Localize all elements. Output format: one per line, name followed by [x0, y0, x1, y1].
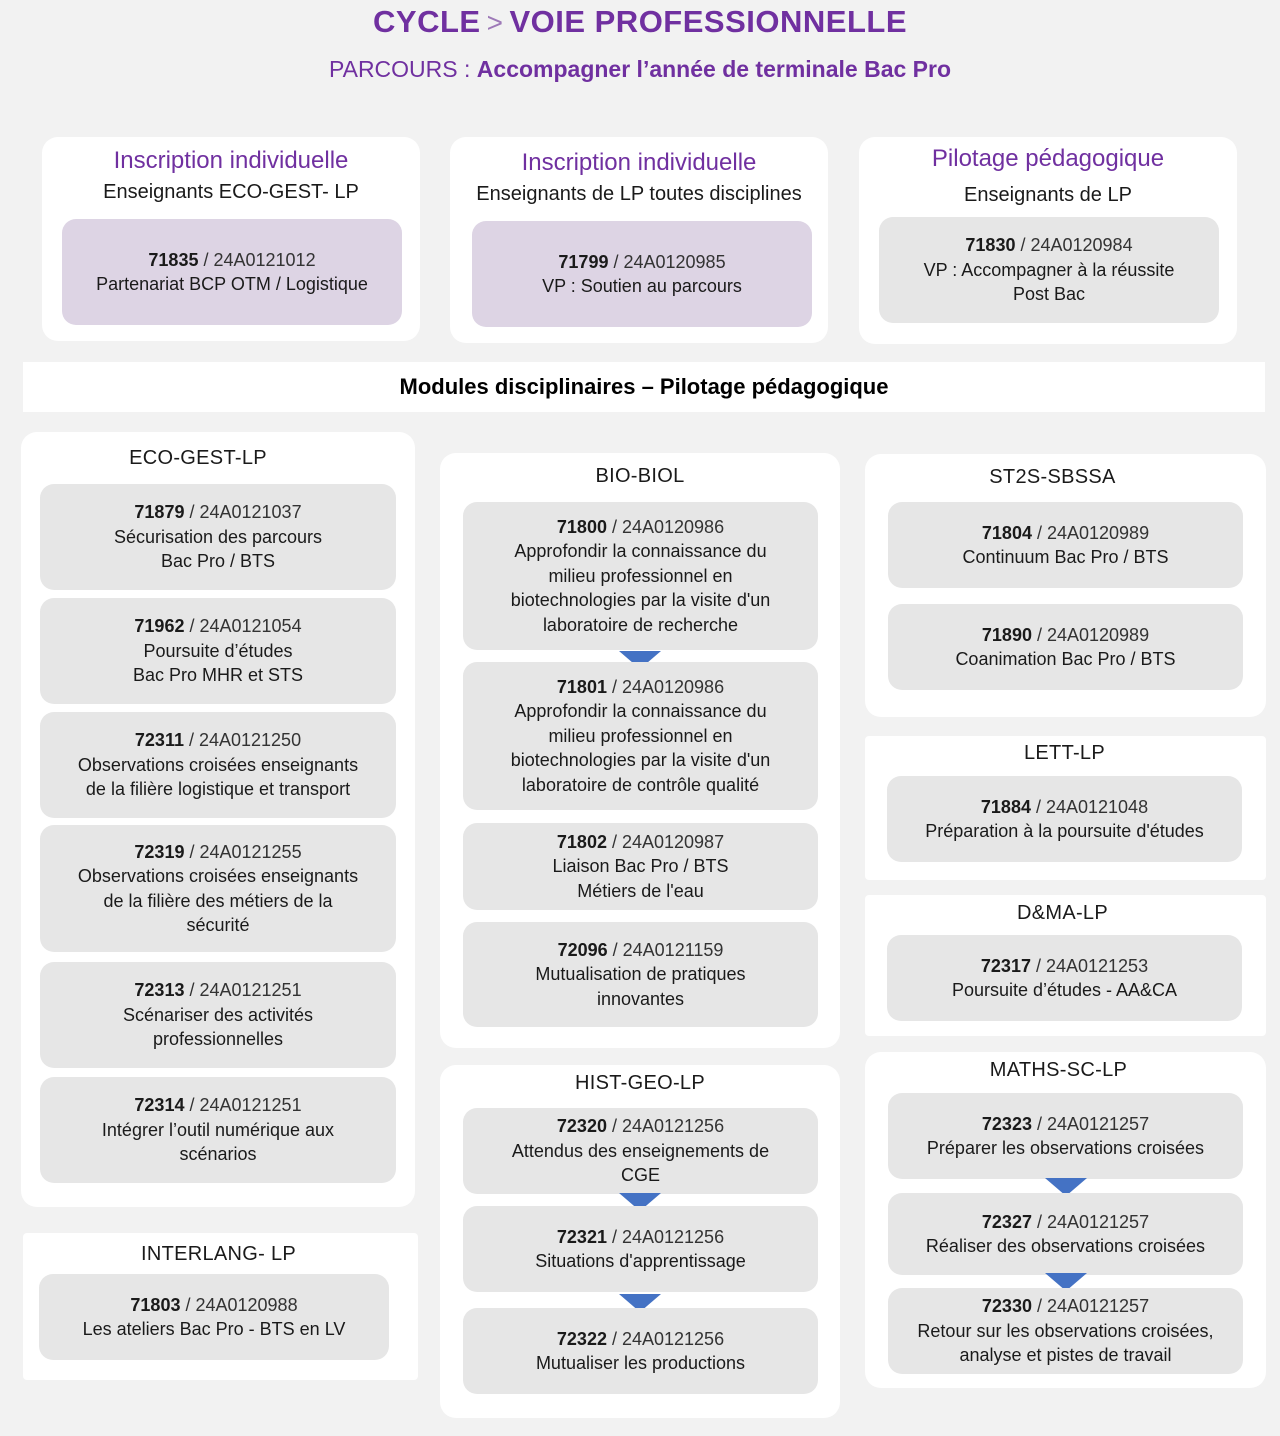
- module-code: 71801: [556, 676, 607, 697]
- module-code: 71835: [148, 249, 199, 270]
- module-ref: / 24A0121257: [1031, 1296, 1150, 1317]
- group-interlang-lp: [23, 1233, 418, 1380]
- module-line: innovantes: [596, 988, 685, 1009]
- group-title: MATHS-SC-LP: [989, 1059, 1128, 1081]
- module-line: biotechnologies par la visite d'un: [510, 590, 771, 611]
- module-line: Observations croisées enseignants: [77, 866, 359, 886]
- module-card[interactable]: [887, 776, 1242, 862]
- group-dma-lp: [865, 895, 1266, 1036]
- module-line: professionnelles: [152, 1029, 284, 1050]
- top-box-subtitle: Enseignants de LP toutes disciplines: [476, 183, 802, 205]
- module-card[interactable]: [463, 502, 818, 650]
- top-box-2: [450, 137, 828, 343]
- module-card[interactable]: [463, 1308, 818, 1394]
- module-code: 72322: [556, 1328, 607, 1349]
- module-card[interactable]: [463, 823, 818, 910]
- module-line: Post Bac: [1012, 284, 1086, 305]
- module-code: 71799: [558, 251, 609, 272]
- module-card[interactable]: [887, 935, 1242, 1021]
- module-line: Intégrer l’outil numérique aux: [101, 1119, 335, 1140]
- module-card[interactable]: [40, 825, 396, 952]
- module-ref: / 24A0121255: [184, 841, 302, 862]
- module-code: 72320: [556, 1116, 607, 1137]
- module-card[interactable]: [888, 1288, 1243, 1374]
- group-title: ST2S-SBSSA: [989, 466, 1116, 488]
- module-line: biotechnologies par la visite d'un: [510, 750, 771, 771]
- module-ref: / 24A0121159: [607, 939, 724, 960]
- module-code: 71884: [980, 796, 1031, 817]
- module-ref: / 24A0120984: [1015, 235, 1133, 256]
- page-title: [0, 4, 1280, 40]
- module-ref: / 24A0121257: [1031, 1113, 1150, 1134]
- module-ref: / 24A0120985: [608, 251, 726, 272]
- module-line: Partenariat BCP OTM / Logistique: [96, 274, 368, 294]
- module-code: 71962: [134, 616, 185, 637]
- module-ref: / 24A0121037: [184, 502, 302, 523]
- module-line: Métiers de l'eau: [577, 880, 704, 901]
- module-code: 71802: [556, 831, 607, 852]
- group-st2s-sbssa: [865, 454, 1266, 717]
- module-line: Préparation à la poursuite d'études: [925, 821, 1204, 841]
- parcours-label: PARCOURS :: [328, 56, 471, 82]
- module-line: milieu professionnel en: [548, 565, 733, 586]
- module-card[interactable]: [879, 217, 1219, 323]
- module-ref: / 24A0121256: [606, 1116, 725, 1137]
- module-ref: / 24A0120988: [180, 1294, 298, 1315]
- module-card[interactable]: [888, 1093, 1243, 1179]
- module-ref: / 24A0120986: [606, 676, 725, 697]
- module-ref: / 24A0121256: [606, 1226, 725, 1247]
- module-line: Bac Pro MHR et STS: [132, 665, 304, 686]
- module-ref: / 24A0120989: [1031, 624, 1150, 645]
- group-title: BIO-BIOL: [595, 465, 685, 487]
- top-box-1: [42, 137, 420, 341]
- module-line: Bac Pro / BTS: [160, 551, 276, 572]
- module-code: 72311: [134, 730, 184, 751]
- module-ref: / 24A0121251: [184, 980, 302, 1001]
- module-card[interactable]: [888, 1193, 1243, 1275]
- module-line: Poursuite d’études: [143, 640, 293, 661]
- group-title: ECO-GEST-LP: [129, 447, 267, 469]
- module-code: 71803: [130, 1294, 181, 1315]
- top-box-title: Inscription individuelle: [521, 149, 757, 176]
- module-line: Observations croisées enseignants: [77, 754, 359, 775]
- module-line: Attendus des enseignements de: [511, 1140, 770, 1161]
- module-card[interactable]: [40, 1077, 396, 1183]
- module-code: 71830: [965, 235, 1016, 256]
- module-line: VP : Accompagner à la réussite: [923, 259, 1175, 280]
- group-maths-sc-lp: [865, 1052, 1266, 1388]
- module-code: 72313: [134, 980, 185, 1001]
- module-line: Retour sur les observations croisées,: [917, 1320, 1214, 1341]
- group-eco-gest-lp: [21, 432, 415, 1207]
- top-box-title: Inscription individuelle: [113, 147, 349, 174]
- module-ref: / 24A0120986: [606, 516, 725, 537]
- module-card[interactable]: [40, 712, 396, 818]
- module-code: 71879: [134, 502, 185, 523]
- module-line: de la filière des métiers de la: [103, 890, 333, 911]
- module-ref: / 24A0121251: [184, 1095, 302, 1116]
- module-line: Continuum Bac Pro / BTS: [962, 547, 1169, 567]
- module-line: Réaliser des observations croisées: [925, 1236, 1206, 1256]
- group-title: D&MA-LP: [1016, 902, 1108, 924]
- module-line: Sécurisation des parcours: [113, 526, 323, 547]
- cycle-label: CYCLE: [373, 4, 481, 39]
- group-bio-biol: [440, 453, 840, 1048]
- parcours-title: Accompagner l’année de terminale Bac Pro: [476, 56, 952, 82]
- top-box-subtitle: Enseignants ECO-GEST- LP: [103, 181, 359, 203]
- module-code: 72317: [980, 955, 1031, 976]
- module-line: Liaison Bac Pro / BTS: [552, 856, 729, 877]
- module-code: 72330: [981, 1296, 1032, 1317]
- group-title: INTERLANG- LP: [140, 1243, 297, 1265]
- module-code: 71800: [556, 516, 607, 537]
- module-card[interactable]: [463, 662, 818, 810]
- module-line: Situations d'apprentissage: [535, 1251, 746, 1271]
- module-code: 71804: [981, 522, 1032, 543]
- module-line: laboratoire de recherche: [542, 614, 739, 635]
- module-line: Coanimation Bac Pro / BTS: [955, 649, 1176, 669]
- module-ref: / 24A0121012: [198, 249, 316, 270]
- module-card[interactable]: [39, 1274, 389, 1360]
- module-line: CGE: [620, 1165, 660, 1186]
- module-line: Préparer les observations croisées: [926, 1138, 1205, 1158]
- module-line: de la filière logistique et transport: [85, 779, 351, 800]
- module-ref: / 24A0121256: [606, 1328, 725, 1349]
- module-ref: / 24A0121048: [1030, 796, 1149, 817]
- module-card[interactable]: [463, 1108, 818, 1194]
- module-code: 72096: [557, 939, 608, 960]
- module-card[interactable]: [888, 502, 1243, 588]
- module-line: analyse et pistes de travail: [959, 1345, 1172, 1366]
- voie-label: VOIE PROFESSIONNELLE: [509, 4, 907, 39]
- module-ref: / 24A0121257: [1031, 1211, 1150, 1232]
- module-card[interactable]: [472, 221, 812, 327]
- module-line: laboratoire de contrôle qualité: [521, 774, 760, 795]
- module-card[interactable]: [888, 604, 1243, 690]
- section-band-title: Modules disciplinaires – Pilotage pédagogique: [23, 362, 1265, 412]
- group-title: HIST-GEO-LP: [575, 1072, 705, 1094]
- module-line: sécurité: [186, 915, 250, 935]
- top-box-3: [859, 137, 1237, 344]
- top-box-title: Pilotage pédagogique: [931, 145, 1165, 172]
- module-code: 72323: [981, 1113, 1032, 1134]
- module-card[interactable]: [62, 219, 402, 325]
- module-line: milieu professionnel en: [548, 725, 733, 746]
- group-title: LETT-LP: [1023, 742, 1106, 764]
- module-ref: / 24A0121250: [183, 730, 302, 751]
- module-card[interactable]: [40, 484, 396, 590]
- module-code: 71890: [981, 624, 1032, 645]
- parcours-subtitle: [0, 56, 1280, 83]
- module-card[interactable]: [40, 962, 396, 1068]
- top-box-subtitle: Enseignants de LP: [964, 184, 1132, 206]
- module-line: VP : Soutien au parcours: [542, 276, 742, 296]
- module-line: Approfondir la connaissance du: [514, 701, 767, 722]
- group-lett-lp: [865, 736, 1266, 880]
- module-line: Scénariser des activités: [122, 1004, 314, 1025]
- module-ref: / 24A0121253: [1030, 955, 1149, 976]
- module-line: Mutualisation de pratiques: [535, 964, 746, 985]
- module-line: Mutualiser les productions: [535, 1353, 746, 1373]
- module-card[interactable]: [40, 598, 396, 704]
- module-line: Approfondir la connaissance du: [514, 541, 767, 562]
- module-code: 72314: [134, 1095, 185, 1116]
- separator-glyph: >: [486, 7, 504, 38]
- module-line: Les ateliers Bac Pro - BTS en LV: [82, 1319, 346, 1339]
- group-hist-geo-lp: [440, 1065, 840, 1418]
- module-code: 72327: [981, 1211, 1032, 1232]
- module-code: 72319: [134, 841, 185, 862]
- module-ref: / 24A0120987: [606, 831, 725, 852]
- module-card[interactable]: [463, 922, 818, 1027]
- module-card[interactable]: [463, 1206, 818, 1292]
- module-line: Poursuite d’études - AA&CA: [951, 980, 1178, 1000]
- module-code: 72321: [556, 1226, 607, 1247]
- module-line: scénarios: [179, 1144, 257, 1165]
- module-ref: / 24A0120989: [1031, 522, 1150, 543]
- module-ref: / 24A0121054: [184, 616, 302, 637]
